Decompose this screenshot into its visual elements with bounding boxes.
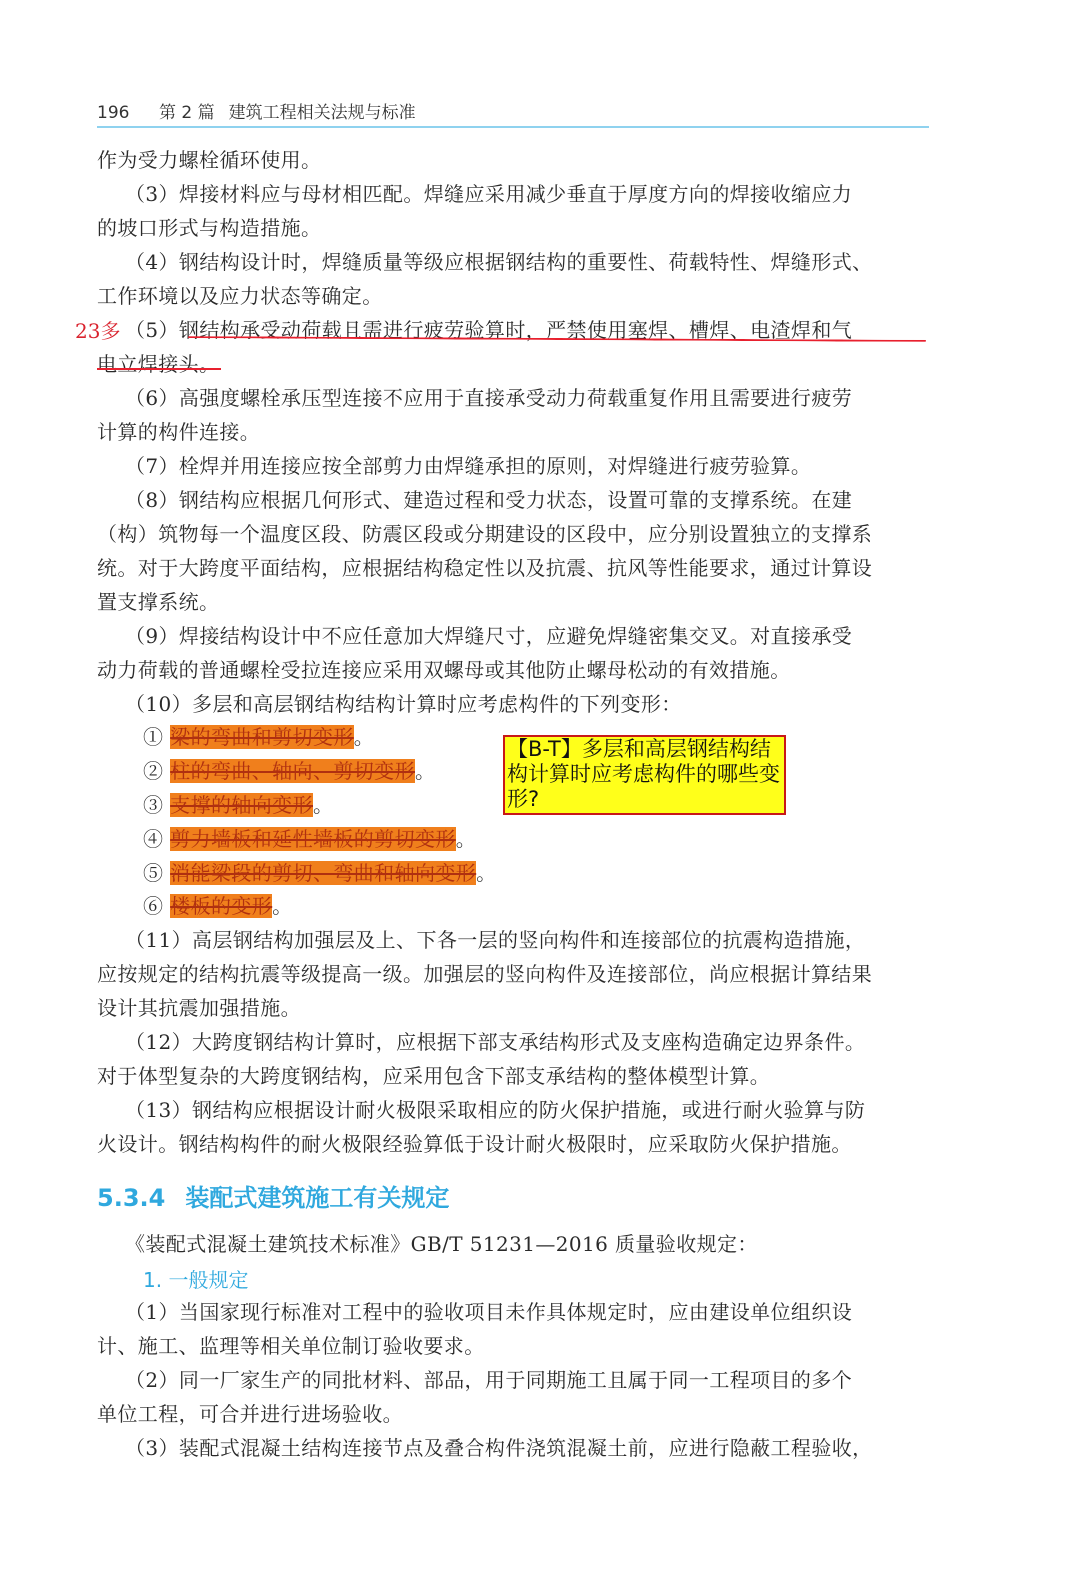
page-header [97, 98, 416, 123]
highlighted-text: 剪力墙板和延性墙板的剪切变形 [170, 827, 456, 851]
deformation-item [143, 858, 497, 888]
text-line: 计、施工、监理等相关单位制订验收要求。 [97, 1334, 485, 1358]
text-line: 的坡口形式与构造措施。 [97, 216, 322, 240]
deformation-item [143, 722, 374, 752]
text-line: （6）高强度螺栓承压型连接不应用于直接承受动力荷载重复作用且需要进行疲劳 [125, 386, 853, 410]
deformation-item [143, 790, 333, 820]
text-line: 动力荷载的普通螺栓受拉连接应采用双螺母或其他防止螺母松动的有效措施。 [97, 658, 791, 682]
text-line: （12）大跨度钢结构计算时，应根据下部支承结构形式及支座构造确定边界条件。 [125, 1030, 866, 1054]
text-line: 应按规定的结构抗震等级提高一级。加强层的竖向构件及连接部位，尚应根据计算结果 [97, 962, 873, 986]
text-line: 单位工程，可合并进行进场验收。 [97, 1402, 403, 1426]
text-line: （11）高层钢结构加强层及上、下各一层的竖向构件和连接部位的抗震构造措施， [125, 928, 866, 952]
text-line: 火设计。钢结构构件的耐火极限经验算低于设计耐火极限时，应采取防火保护措施。 [97, 1132, 852, 1156]
text-line: 计算的构件连接。 [97, 420, 261, 444]
item-end: 。 [353, 725, 375, 749]
callout-note: 【B-T】多层和高层钢结构结构计算时应考虑构件的哪些变形? [503, 735, 786, 815]
text-line: 置支撑系统。 [97, 590, 220, 614]
item-number: ① [143, 725, 164, 749]
highlighted-text: 梁的弯曲和剪切变形 [170, 725, 354, 749]
text-line: （4）钢结构设计时，焊缝质量等级应根据钢结构的重要性、荷载特性、焊缝形式、 [125, 250, 873, 274]
text-line: （2）同一厂家生产的同批材料、部品，用于同期施工且属于同一工程项目的多个 [125, 1368, 853, 1392]
text-line: （5）钢结构承受动荷载且需进行疲劳验算时，严禁使用塞焊、槽焊、电渣焊和气 [125, 318, 853, 342]
text-line: 工作环境以及应力状态等确定。 [97, 284, 383, 308]
text-line: （9）焊接结构设计中不应任意加大焊缝尺寸，应避免焊缝密集交叉。对直接承受 [125, 624, 853, 648]
text-line: 统。对于大跨度平面结构，应根据结构稳定性以及抗震、抗风等性能要求，通过计算设 [97, 556, 873, 580]
highlighted-text: 消能梁段的剪切、弯曲和轴向变形 [170, 861, 477, 885]
highlighted-text: 柱的弯曲、轴向、剪切变形 [170, 759, 415, 783]
deformation-item [143, 824, 476, 854]
text-line: 对于体型复杂的大跨度钢结构，应采用包含下部支承结构的整体模型计算。 [97, 1064, 771, 1088]
item-number: ③ [143, 793, 164, 817]
red-strikethrough [97, 368, 221, 370]
item-end: 。 [476, 861, 497, 885]
text-line: 设计其抗震加强措施。 [97, 996, 301, 1020]
text-line: （1）当国家现行标准对工程中的验收项目未作具体规定时，应由建设单位组织设 [125, 1300, 853, 1324]
highlighted-text: 支撑的轴向变形 [170, 793, 313, 817]
text-line: （构）筑物每一个温度区段、防震区段或分期建设的区段中，应分别设置独立的支撑系 [97, 522, 873, 546]
section-title: 装配式建筑施工有关规定 [185, 1184, 450, 1212]
text-line: 作为受力螺栓循环使用。 [97, 148, 322, 172]
deformation-item [143, 756, 435, 786]
header-rule [97, 126, 929, 128]
subheading: 1. 一般规定 [143, 1268, 249, 1292]
part-label: 第 2 篇 [159, 103, 215, 123]
text-line: （13）钢结构应根据设计耐火极限采取相应的防火保护措施，或进行耐火验算与防 [125, 1098, 866, 1122]
text-line: （10）多层和高层钢结构结构计算时应考虑构件的下列变形： [125, 692, 682, 716]
item-end: 。 [414, 759, 436, 783]
section-number: 5.3.4 [97, 1184, 166, 1212]
page-number: 196 [97, 103, 130, 123]
text-line: （8）钢结构应根据几何形式、建造过程和受力状态，设置可靠的支撑系统。在建 [125, 488, 853, 512]
section-heading [97, 1178, 449, 1213]
item-number: ② [143, 759, 164, 783]
text-line: （3）装配式混凝土结构连接节点及叠合构件浇筑混凝土前，应进行隐蔽工程验收， [125, 1436, 873, 1460]
item-number: ⑥ [143, 894, 164, 918]
item-number: ④ [143, 827, 164, 851]
header-title: 建筑工程相关法规与标准 [228, 103, 416, 123]
deformation-item [143, 891, 293, 921]
item-end: 。 [312, 793, 334, 817]
text-line: （3）焊接材料应与母材相匹配。焊缝应采用减少垂直于厚度方向的焊接收缩应力 [125, 182, 853, 206]
item-end: 。 [455, 827, 477, 851]
text-line: 《装配式混凝土建筑技术标准》GB/T 51231—2016 质量验收规定： [125, 1232, 758, 1256]
item-end: 。 [272, 894, 293, 918]
handwritten-note: 23多 [75, 319, 121, 343]
item-number: ⑤ [143, 861, 164, 885]
text-line: 电立焊接头。 [97, 352, 220, 376]
text-line: （7）栓焊并用连接应按全部剪力由焊缝承担的原则，对焊缝进行疲劳验算。 [125, 454, 812, 478]
highlighted-text: 楼板的变形 [170, 894, 273, 918]
